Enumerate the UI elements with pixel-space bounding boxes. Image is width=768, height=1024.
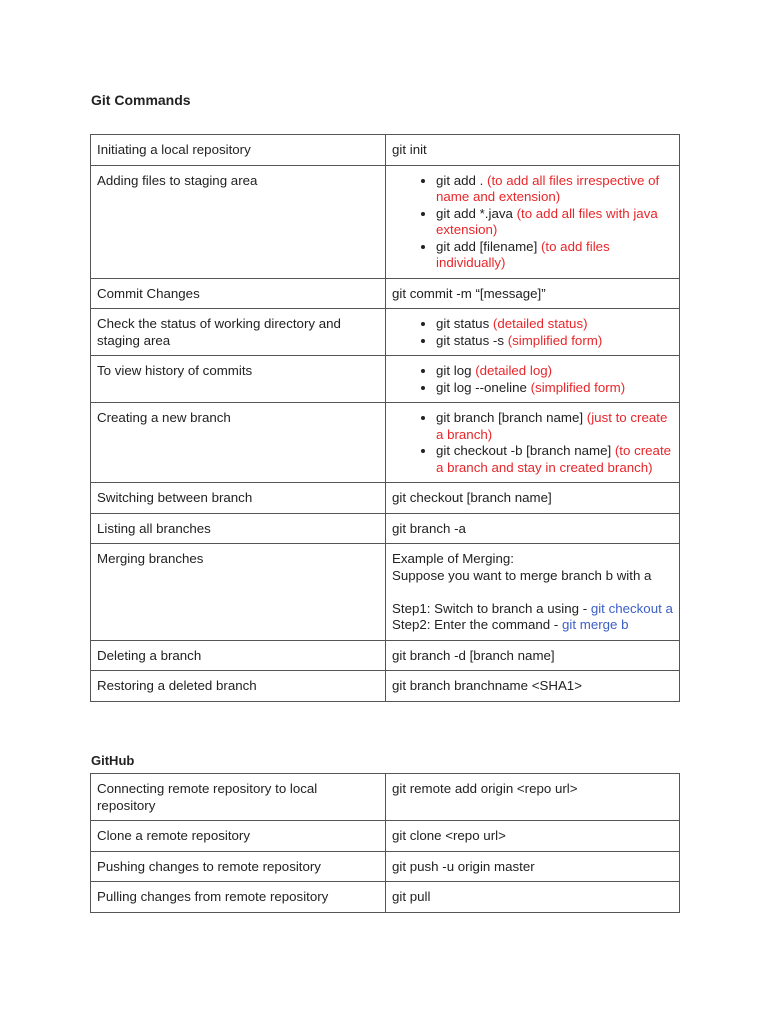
row-command: git pull [386,882,680,913]
command-note: (to add all files irrespective of name and extension) [436,172,660,204]
row-label: Connecting remote repository to local repository [91,774,386,821]
command-note: (detailed status) [492,316,588,331]
list-item [436,363,673,380]
row-label: To view history of commits [91,356,386,403]
list-item [436,333,673,350]
command-text: git log --oneline [436,379,531,395]
list-item [436,206,673,239]
git-commands-table [90,134,680,702]
list-item [436,173,673,206]
command-note: (simplified form) [507,332,603,348]
row-label: Initiating a local repository [91,135,386,166]
table-row [91,278,680,309]
merge-line-2: Suppose you want to merge branch b with a [392,567,652,583]
table-row [91,774,680,821]
table-row [91,403,680,483]
command-note: (to create a branch and stay in created branch) [436,443,672,475]
table-row [91,513,680,544]
command-note: (detailed log) [475,363,553,378]
row-command: git push -u origin master [386,851,680,882]
row-command-list [386,165,680,278]
row-label: Deleting a branch [91,640,386,671]
table-row [91,671,680,702]
bullet-list [392,363,673,396]
row-command-list [386,356,680,403]
row-command: git init [386,135,680,166]
row-label: Check the status of working directory and staging area [91,309,386,356]
row-command: git branch branchname <SHA1> [386,671,680,702]
table-row [91,356,680,403]
table-row [91,821,680,852]
row-command: git checkout [branch name] [386,483,680,514]
row-label: Commit Changes [91,278,386,309]
row-label: Clone a remote repository [91,821,386,852]
step-command: git merge b [562,617,629,632]
merge-example [386,544,680,641]
list-item [436,380,673,397]
row-command-list [386,309,680,356]
step-command: git checkout a [590,600,673,616]
row-label: Restoring a deleted branch [91,671,386,702]
row-command: git branch -d [branch name] [386,640,680,671]
row-command: git clone <repo url> [386,821,680,852]
step-text: Step2: Enter the command - [392,617,562,632]
list-item [436,410,673,443]
merge-step-1 [392,601,673,618]
row-label: Pulling changes from remote repository [91,882,386,913]
section-title-git-commands: Git Commands [91,92,191,108]
github-commands-table-body [91,774,680,913]
row-label: Pushing changes to remote repository [91,851,386,882]
table-row [91,544,680,641]
command-text: git status -s [436,332,508,348]
row-command: git commit -m “[message]” [386,278,680,309]
command-note: (simplified form) [530,379,626,395]
table-row [91,483,680,514]
merge-line-1: Example of Merging: [392,551,514,566]
bullet-list [392,316,673,349]
table-row [91,640,680,671]
row-label: Merging branches [91,544,386,641]
spacer [392,584,673,601]
row-command-list [386,403,680,483]
table-row [91,309,680,356]
merge-step-2 [392,617,673,634]
command-text: git add . [436,172,488,188]
row-label: Adding files to staging area [91,165,386,278]
section-title-github: GitHub [91,753,135,768]
step-text: Step1: Switch to branch a using - [392,600,591,616]
command-note: (to add files individually) [436,238,610,270]
row-label: Listing all branches [91,513,386,544]
list-item [436,239,673,272]
command-text: git branch [branch name] [436,410,587,425]
command-text: git add [filename] [436,238,541,254]
bullet-list [392,173,673,272]
bullet-list [392,410,673,476]
table-row [91,135,680,166]
row-command: git remote add origin <repo url> [386,774,680,821]
row-label: Switching between branch [91,483,386,514]
command-text: git add *.java [436,205,517,221]
git-commands-table-body [91,135,680,702]
command-text: git status [436,316,493,331]
table-row [91,165,680,278]
table-row [91,882,680,913]
command-note: (just to create a branch) [436,410,668,442]
list-item [436,316,673,333]
row-label: Creating a new branch [91,403,386,483]
command-note: (to add all files with java extension) [436,205,658,237]
command-text: git log [436,363,476,378]
github-commands-table [90,773,680,913]
row-command: git branch -a [386,513,680,544]
list-item [436,443,673,476]
table-row [91,851,680,882]
command-text: git checkout -b [branch name] [436,443,615,458]
